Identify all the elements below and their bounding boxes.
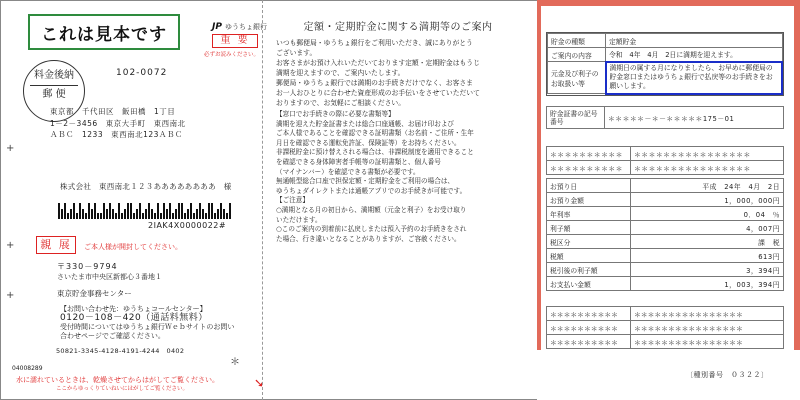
barcode-bar: [157, 203, 159, 219]
barcode-bar: [145, 209, 147, 219]
masked-key: ＊＊＊＊＊＊＊＊＊＊: [547, 321, 631, 335]
asterisk-mark: ＊: [230, 357, 240, 368]
calc-key: 税区分: [547, 235, 631, 249]
notice-line: 非課税貯金に預け替えされる場合は、非課税制度を適用できること: [276, 148, 474, 157]
barcode-bar: [142, 213, 144, 219]
barcode-bar: [118, 203, 120, 219]
calc-key: 利子額: [547, 221, 631, 235]
info-value-highlighted: 満期日の属する月になりましたら、お早めに郵便局の貯金窓口またはゆうちょ銀行で払戻等のお手続きをお願いします。: [606, 62, 783, 94]
postmark-line1: 料金後納: [34, 70, 74, 81]
table-row: [547, 107, 784, 129]
barcode-bar: [97, 213, 99, 219]
barcode-bar: [103, 203, 105, 219]
notice-line: いつも郵便局・ゆうちょ銀行をご利用いただき、誠にありがとう: [276, 39, 473, 47]
notice-line: ございます。: [276, 49, 317, 57]
barcode-bar: [100, 213, 102, 219]
bank-logo: [212, 22, 267, 32]
address-line: ＡＢＣ 1233 東西南北123ＡＢＣ: [50, 130, 183, 139]
barcode-bar: [73, 203, 75, 219]
calc-key: 年利率: [547, 207, 631, 221]
masked-rows-tail: [546, 306, 784, 349]
notice-title: 定額・定期貯金に関する満期等のご案内: [303, 22, 493, 33]
masked-value: ＊＊＊＊＊＊＊＊＊＊＊＊＊＊＊＊: [631, 335, 784, 349]
barcode-bar: [190, 203, 192, 219]
barcode-bar: [202, 209, 204, 219]
barcode-bar: [199, 203, 201, 219]
barcode-bar: [121, 213, 123, 219]
notice-line: 【ご注意】: [276, 196, 309, 205]
registration-mark: +: [6, 143, 15, 154]
barcode-bar: [124, 209, 126, 219]
barcode-bar: [169, 203, 171, 219]
notice-line: お一人おひとりに合わせた資産形成のお手伝いをさせていただいて: [276, 89, 480, 97]
contact-block: [60, 305, 234, 341]
table-row: [548, 48, 783, 62]
masked-rows: [546, 146, 784, 175]
fold-line: [262, 0, 263, 400]
jp-logo-mark: JP: [212, 22, 222, 32]
table-row: [548, 62, 783, 94]
address-line: 東京都 千代田区 飯田橋 1丁目: [50, 107, 176, 116]
notice-line: ご本人様であることを確認できる証明書類（お名前・ご住所・生年: [276, 129, 474, 138]
masked-value: ＊＊＊＊＊＊＊＊＊＊＊＊＊＊＊＊: [631, 307, 784, 321]
sender-postcode: 〒330－9794: [57, 262, 118, 271]
interest-table: [546, 178, 784, 291]
barcode-bar: [214, 213, 216, 219]
barcode-bar: [181, 203, 183, 219]
barcode-bar: [193, 213, 195, 219]
info-key: ご案内の内容: [548, 48, 606, 62]
info-value: 令和 4年 4月 2日に満期を迎えます。: [606, 48, 783, 62]
contact-hours: 受付時間についてはゆうちょ銀行Ｗｅｂサイトのお問い: [60, 323, 235, 331]
peel-arrow-icon[interactable]: ➘: [254, 376, 265, 390]
calc-value: 613円: [631, 249, 784, 263]
table-row: [547, 147, 784, 161]
barcode-bar: [163, 203, 165, 219]
notice-line: 【窓口でお手続きの際に必要な書類等】: [276, 110, 395, 118]
barcode-bar: [139, 203, 141, 219]
notice-line: 無通帳型総合口座で担保定額・定期貯金をご利用の場合は、: [276, 177, 455, 186]
recipient-address: [50, 106, 186, 141]
barcode-bar: [112, 209, 114, 219]
barcode-bar: [178, 203, 180, 219]
calc-value: 1，003，394円: [631, 277, 784, 291]
calc-key: お預り日: [547, 179, 631, 193]
postmark-line2: 郵 便: [42, 89, 66, 100]
calc-value: 0．04 ％: [631, 207, 784, 221]
notice-line: ゆうちょダイレクトまたは通帳アプリでのお手続きが可能です。: [276, 186, 467, 195]
barcode-bar: [205, 213, 207, 219]
barcode-bar: [172, 213, 174, 219]
barcode-bar: [76, 213, 78, 219]
account-number: [546, 106, 784, 129]
table-row: [547, 249, 784, 263]
barcode-bar: [208, 203, 210, 219]
oyaten-badge: 親 展: [36, 236, 76, 254]
barcode-bar: [94, 203, 96, 219]
calc-value: 課 税: [631, 235, 784, 249]
notice-line: 月日を確認できる運転免許証、保険証等）をお持ちください。: [276, 138, 461, 147]
barcode-text: 2IAK4X0000022#: [148, 221, 227, 230]
barcode-bar: [187, 209, 189, 219]
barcode-bar: [217, 209, 219, 219]
calc-value: 平成 24年 4月 2日: [631, 179, 784, 193]
notice-line: いただけます。: [276, 215, 322, 224]
barcode-bar: [127, 203, 129, 219]
notice-line: ○このご案内の到着前に払戻しまたは預入予約のお手続きをされ: [276, 225, 467, 234]
notice-line: 満期を迎えますので、ご案内いたします。: [276, 69, 405, 77]
type-number: 〔種別番号 ０３２２〕: [686, 371, 769, 379]
calc-value: 4，007円: [631, 221, 784, 235]
barcode-bar: [115, 213, 117, 219]
peel-instructions: [16, 376, 219, 394]
masked-value: ＊＊＊＊＊＊＊＊＊＊＊＊＊＊＊＊: [631, 161, 784, 175]
barcode-bar: [211, 203, 213, 219]
sample-stamp: これは見本です: [28, 14, 180, 50]
barcode-bar: [160, 213, 162, 219]
notice-line: を確認できる身体障害者手帳等の証明書類と、個人番号: [276, 157, 441, 166]
info-key: 貯金の種類: [548, 34, 606, 48]
barcode-bar: [70, 209, 72, 219]
notice-line: 満期を迎えた貯金証書または総合口座通帳、お届け印および: [276, 119, 455, 128]
document-number: 50821-3345-4128-4191-4244 0402: [56, 347, 185, 355]
calc-value: 3，394円: [631, 263, 784, 277]
oyaten-note: ご本人様が開封してください。: [84, 243, 182, 251]
address-line: 1－2－3456 東京大手町 東西南北: [50, 118, 186, 128]
notice-line: 郵便局・ゆうちょ銀行では満期のお手続きだけでなく、お客さま: [276, 79, 473, 87]
barcode-bar: [151, 209, 153, 219]
notice-line: （マイナンバー）を確認できる書類が必要です。: [276, 167, 420, 176]
table-row: [547, 307, 784, 321]
notice-line: た場合、行き違いとなることがありますが、ご容赦ください。: [276, 234, 461, 243]
table-row: [547, 221, 784, 235]
notice-line: おりますので、お気軽にご相談ください。: [276, 99, 406, 107]
bank-name: ゆうちょ銀行: [224, 23, 267, 31]
masked-value: ＊＊＊＊＊＊＊＊＊＊＊＊＊＊＊＊: [631, 147, 784, 161]
masked-key: ＊＊＊＊＊＊＊＊＊＊: [547, 147, 631, 161]
barcode-bar: [133, 213, 135, 219]
barcode-bar: [130, 203, 132, 219]
barcode-bar: [229, 203, 231, 219]
barcode-bar: [154, 213, 156, 219]
masked-key: ＊＊＊＊＊＊＊＊＊＊: [547, 335, 631, 349]
masked-value: ＊＊＊＊＊＊＊＊＊＊＊＊＊＊＊＊: [631, 321, 784, 335]
barcode-bar: [220, 203, 222, 219]
calc-key: お預り金額: [547, 193, 631, 207]
contact-title: 【お問い合わせ先：ゆうちょコールセンター】: [60, 305, 207, 313]
barcode-bar: [88, 203, 90, 219]
contact-hours: 合わせページでご確認ください。: [60, 332, 165, 340]
barcode-bar: [175, 209, 177, 219]
table-row: [547, 179, 784, 193]
notice-intro: [276, 38, 534, 108]
notice-line: ○満期となる月の初日から、満期額（元金と利子）をお受け取り: [276, 205, 467, 214]
barcode-bar: [91, 209, 93, 219]
account-value: ＊＊＊＊＊－＊－＊＊＊＊＊175－01: [605, 107, 784, 129]
table-row: [547, 193, 784, 207]
barcode-bar: [166, 209, 168, 219]
barcode-bar: [58, 203, 60, 219]
barcode-bar: [136, 209, 138, 219]
sender-address: さいたま市中央区新都心３番地１: [57, 273, 162, 281]
sender-center: 東京貯金事務センター: [57, 289, 132, 298]
notice-body: [276, 110, 534, 244]
masked-key: ＊＊＊＊＊＊＊＊＊＊: [547, 161, 631, 175]
barcode-bar: [223, 209, 225, 219]
info-key: 元金及び利子のお取扱い等: [548, 62, 606, 94]
barcode-bar: [64, 203, 66, 219]
serial-number: 04008289: [12, 365, 43, 372]
peel-note-line2: ここからゆっくりていねいにはがしてご覧ください。: [56, 386, 188, 392]
barcode-bar: [79, 203, 81, 219]
registration-mark: +: [6, 290, 15, 301]
barcode-bar: [82, 209, 84, 219]
table-row: [547, 235, 784, 249]
peel-note-line1: 水に濡れているときは、乾燥させてからはがしてご覧ください。: [16, 376, 219, 384]
contact-tel: 0120－108－420（通話料無料）: [60, 313, 208, 323]
account-key: 貯金証書の記号番号: [547, 107, 605, 129]
table-row: [547, 321, 784, 335]
calc-value: 1，000，000円: [631, 193, 784, 207]
barcode-bar: [196, 209, 198, 219]
masked-key: ＊＊＊＊＊＊＊＊＊＊: [547, 307, 631, 321]
recipient-company: 株式会社 東西南北１２３ああああああああ 様: [60, 182, 232, 191]
registration-mark: +: [6, 240, 15, 251]
calc-key: 税額: [547, 249, 631, 263]
barcode-bar: [61, 209, 63, 219]
table-row: [547, 161, 784, 175]
info-value: 定額貯金: [606, 34, 783, 48]
table-row: [548, 34, 783, 48]
table-row: [547, 207, 784, 221]
barcode-bar: [85, 213, 87, 219]
barcode-bar: [67, 213, 69, 219]
barcode-bar: [226, 213, 228, 219]
calc-key: 税引後の利子額: [547, 263, 631, 277]
customer-barcode: [58, 200, 236, 216]
calc-key: お支払い金額: [547, 277, 631, 291]
barcode-bar: [184, 213, 186, 219]
table-row: [547, 263, 784, 277]
table-row: [547, 277, 784, 291]
table-row: [547, 335, 784, 349]
barcode-bar: [109, 203, 111, 219]
important-note: 必ずお読みください。: [204, 52, 260, 58]
important-badge: 重 要: [212, 34, 258, 48]
info-table: [546, 32, 784, 96]
barcode-bar: [106, 209, 108, 219]
barcode-bar: [148, 203, 150, 219]
recipient-postcode: 102-0072: [116, 68, 168, 78]
notice-line: お客さまがお預け入れいただいております定額・定期貯金はもうじ: [276, 59, 480, 67]
